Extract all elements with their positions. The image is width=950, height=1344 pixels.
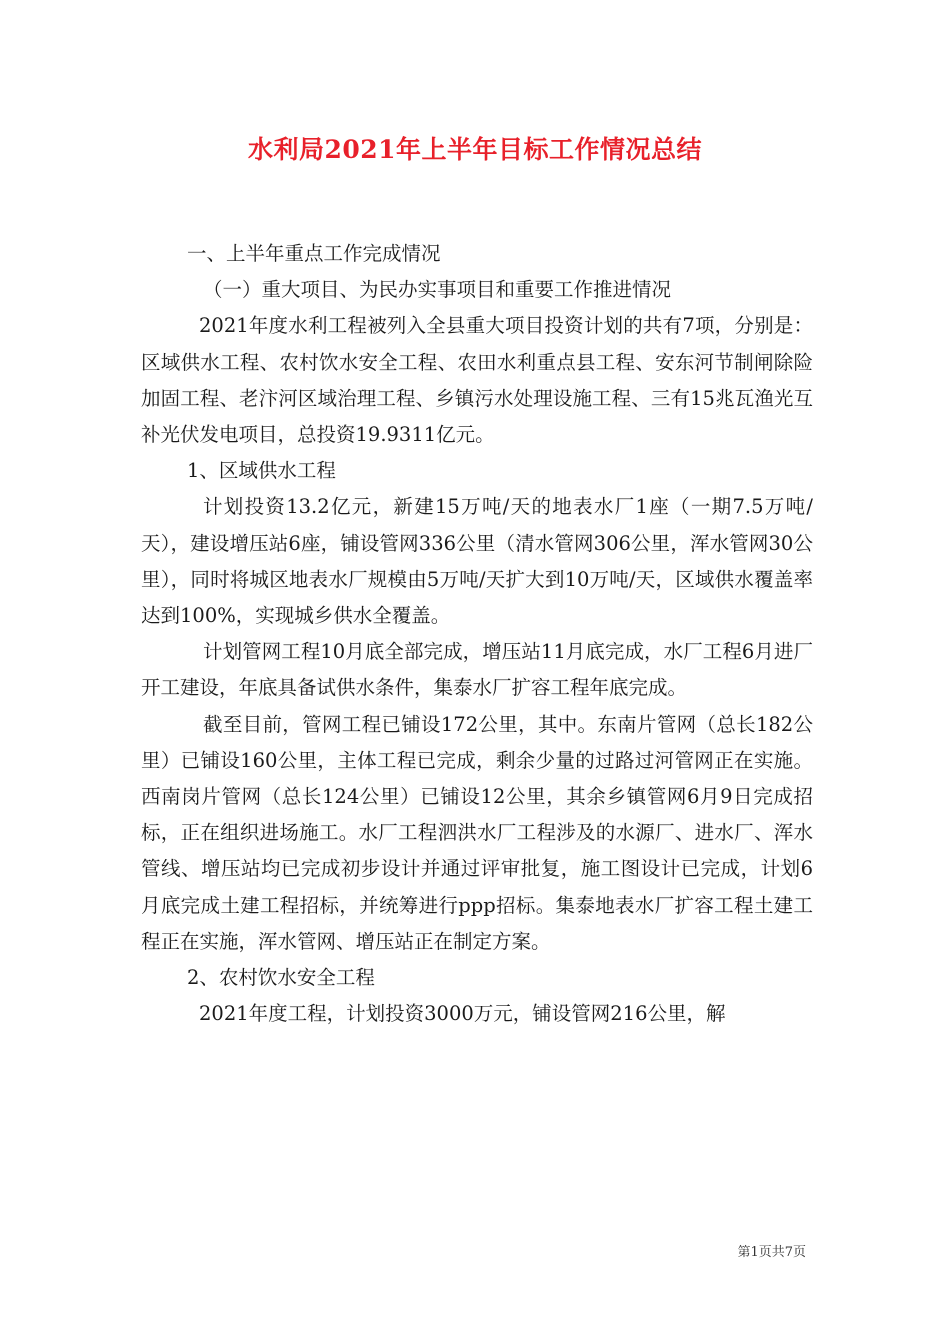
paragraph: 计划管网工程10月底全部完成，增压站11月底完成，水厂工程6月进厂开工建设，年底具备试供水条件，集泰水厂扩容工程年底完成。	[141, 640, 813, 700]
item-heading: 1、区域供水工程	[187, 459, 336, 483]
page-number: 第1页共7页	[737, 1245, 806, 1260]
subsection-heading: （一）重大项目、为民办实事项目和重要工作推进情况	[203, 278, 672, 302]
item-heading: 2、农村饮水安全工程	[187, 966, 375, 990]
paragraph-intro: 2021年度水利工程被列入全县重大项目投资计划的共有7项，分别是：区域供水工程、农村饮水安全工程、农田水利重点县工程、安东河节制闸除险加固工程、老汴河区域治理工程、乡镇污水处理设施工程、三有15兆瓦渔光互补光伏发电项目，总投资19.9311亿元。	[141, 314, 813, 447]
paragraph: 2021年度工程，计划投资3000万元，铺设管网216公里，解	[199, 1002, 726, 1026]
paragraph: 计划投资13.2亿元，新建15万吨/天的地表水厂1座（一期7.5万吨/天），建设增压站6座，铺设管网336公里（清水管网306公里，浑水管网30公里），同时将城区地表水厂规模由5万吨/天扩大到10万吨/天，区域供水覆盖率达到100%，实现城乡供水全覆盖。	[141, 495, 813, 628]
document-body	[141, 236, 813, 1032]
document-title: 水利局2021年上半年目标工作情况总结	[247, 135, 703, 164]
paragraph: 截至目前，管网工程已铺设172公里，其中。东南片管网（总长182公里）已铺设160公里，主体工程已完成，剩余少量的过路过河管网正在实施。西南岗片管网（总长124公里）已铺设12公里，其余乡镇管网6月9日完成招标，正在组织进场施工。水厂工程泗洪水厂工程涉及的水源厂、进水厂、浑水管线、增压站均已完成初步设计并通过评审批复，施工图设计已完成，计划6月底完成土建工程招标，并统筹进行ppp招标。集泰地表水厂扩容工程土建工程正在实施，浑水管网、增压站正在制定方案。	[141, 712, 813, 953]
section-heading: 一、上半年重点工作完成情况	[187, 242, 441, 265]
